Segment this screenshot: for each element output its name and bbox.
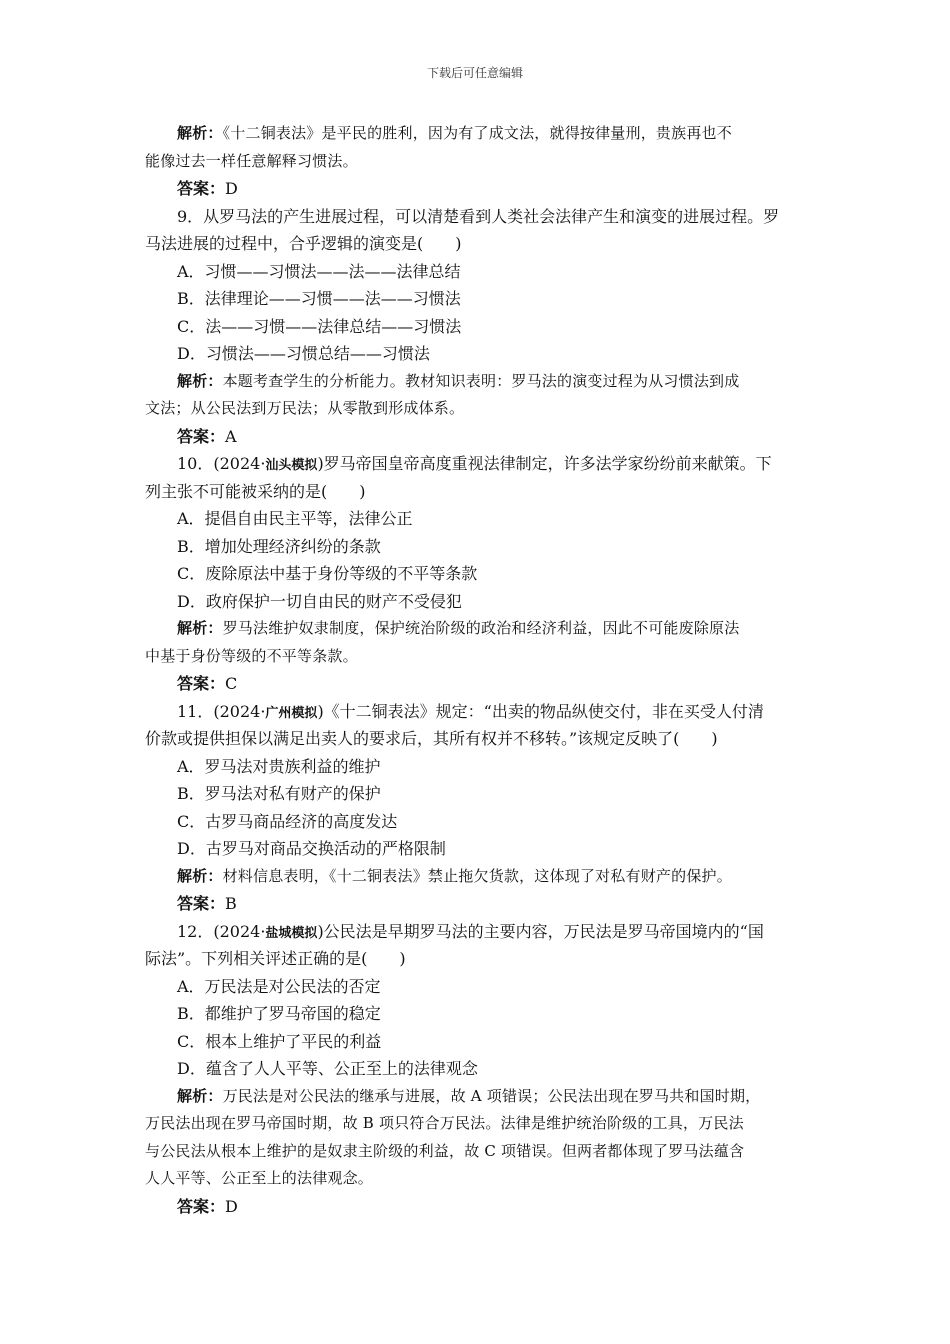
explanation-line: 文法；从公民法到万民法；从零散到形成体系。	[145, 399, 465, 417]
question-number: 10．(2024·	[177, 454, 266, 473]
explanation-line	[145, 1083, 810, 1111]
source-tag: 汕头模拟	[265, 458, 318, 473]
document-body	[145, 120, 810, 1220]
explanation-line	[145, 368, 810, 396]
explanation-text: 万民法是对公民法的继承与进展，故 A 项错误；公民法出现在罗马共和国时期，	[222, 1086, 761, 1105]
option-d: D．古罗马对商品交换活动的严格限制	[177, 839, 446, 858]
answer-line	[145, 423, 810, 451]
explanation-line: 能像过去一样任意解释习惯法。	[145, 151, 358, 170]
question-number: 12．(2024·	[177, 921, 266, 941]
answer-label: 答案：	[177, 426, 226, 446]
question-stem	[145, 918, 810, 946]
answer-label: 答案：	[177, 1196, 226, 1216]
answer-value: A	[225, 426, 237, 446]
question-stem: 9．从罗马法的产生进展过程，可以清楚看到人类社会法律产生和演变的进展过程。罗	[177, 206, 780, 226]
source-tag: 广州模拟	[265, 705, 318, 721]
question-stem: 价款或提供担保以满足出卖人的要求后，其所有权并不移转。”该规定反映了( )	[145, 729, 718, 748]
explanation-text: 《十二铜表法》是平民的胜利，因为有了成文法，就得按律量刑，贵族再也不	[222, 124, 732, 142]
option-c: C．根本上维护了平民的利益	[177, 1031, 382, 1051]
option-b: B．法律理论——习惯——法——习惯法	[177, 289, 461, 308]
question-stem: 列主张不可能被采纳的是( )	[145, 481, 366, 501]
option-b: B．都维护了罗马帝国的稳定	[177, 1004, 381, 1023]
explanation-line	[145, 615, 810, 643]
explanation-text: 本题考查学生的分析能力。教材知识表明：罗马法的演变过程为从习惯法到成	[222, 371, 740, 390]
option-b: B．增加处理经济纠纷的条款	[177, 536, 381, 556]
answer-label: 答案：	[177, 674, 226, 693]
source-tag: 盐城模拟	[265, 925, 318, 941]
option-a: A．罗马法对贵族利益的维护	[177, 756, 381, 776]
question-text: )公民法是早期罗马法的主要内容，万民法是罗马帝国境内的“国	[317, 921, 764, 941]
answer-line	[145, 890, 810, 918]
explanation-line	[145, 863, 810, 891]
answer-line	[145, 175, 810, 203]
option-d: D．习惯法——习惯总结——习惯法	[177, 344, 430, 363]
explanation-line	[145, 120, 810, 148]
explanation-label: 解析：	[177, 124, 223, 142]
explanation-label: 解析：	[177, 619, 223, 637]
option-a: A．习惯——习惯法——法——法律总结	[177, 261, 461, 281]
option-a: A．万民法是对公民法的否定	[177, 976, 381, 996]
question-stem	[145, 450, 810, 478]
question-number: 11．(2024·	[177, 701, 266, 721]
explanation-line: 与公民法从根本上维护的是奴隶主阶级的利益，故 C 项错误。但两者都体现了罗马法蕴含	[145, 1141, 745, 1160]
option-d: D．蕴含了人人平等、公正至上的法律观念	[177, 1059, 478, 1078]
explanation-text: 材料信息表明，《十二铜表法》禁止拖欠货款，这体现了对私有财产的保护。	[222, 866, 732, 885]
option-c: C．法——习惯——法律总结——习惯法	[177, 316, 462, 336]
option-a: A．提倡自由民主平等，法律公正	[177, 509, 413, 528]
question-stem: 马法进展的过程中，合乎逻辑的演变是( )	[145, 234, 462, 253]
explanation-label: 解析：	[177, 1086, 223, 1105]
option-b: B．罗马法对私有财产的保护	[177, 784, 381, 803]
question-text: )罗马帝国皇帝高度重视法律制定，许多法学家纷纷前来献策。下	[317, 454, 772, 473]
answer-label: 答案：	[177, 179, 226, 198]
answer-value: D	[225, 1196, 238, 1216]
explanation-line: 万民法出现在罗马帝国时期，故 B 项只符合万民法。法律是维护统治阶级的工具，万民法	[145, 1114, 744, 1132]
answer-line	[145, 1193, 810, 1221]
answer-label: 答案：	[177, 894, 226, 913]
option-d: D．政府保护一切自由民的财产不受侵犯	[177, 591, 462, 611]
explanation-line: 中基于身份等级的不平等条款。	[145, 646, 358, 665]
explanation-text: 罗马法维护奴隶制度，保护统治阶级的政治和经济利益，因此不可能废除原法	[222, 619, 740, 637]
question-stem	[145, 698, 810, 726]
answer-value: D	[225, 179, 238, 198]
question-text: )《十二铜表法》规定：“出卖的物品纵使交付，非在买受人付清	[317, 701, 764, 721]
answer-line	[145, 670, 810, 698]
option-c: C．古罗马商品经济的高度发达	[177, 811, 398, 831]
explanation-label: 解析：	[177, 866, 223, 885]
explanation-line: 人人平等、公正至上的法律观念。	[145, 1169, 374, 1187]
question-stem: 际法”。下列相关评述正确的是( )	[145, 949, 406, 968]
answer-value: C	[225, 674, 238, 693]
explanation-label: 解析：	[177, 371, 223, 390]
option-c: C．废除原法中基于身份等级的不平等条款	[177, 564, 478, 583]
page-header: 下载后可任意编辑	[426, 66, 523, 80]
answer-value: B	[225, 894, 237, 913]
